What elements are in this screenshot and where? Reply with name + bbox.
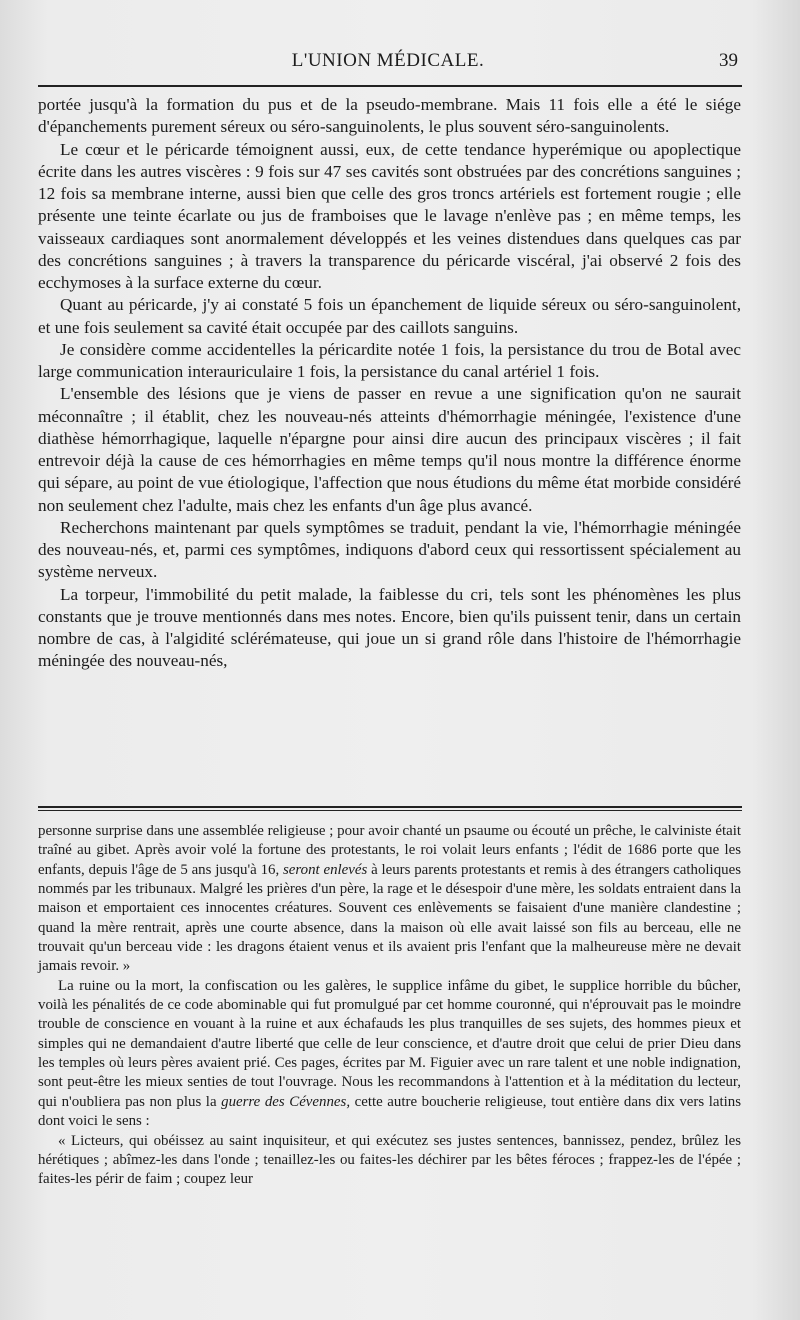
main-paragraph-6: Recherchons maintenant par quels symptômes se traduit, pendant la vie, l'hémorrhagie méningée des nouveau-nés, et, parmi ces symptômes, indiquons d'abord ceux qui ressortissent spécialement au système nerveux. xyxy=(38,517,741,582)
main-paragraph-7: La torpeur, l'immobilité du petit malade, la faiblesse du cri, tels sont les phénomènes les plus constants que je trouve mentionnés dans mes notes. Encore, bien qu'ils puissent tenir, dans un certain nombre de cas, à l'algidité sclérémateuse, qui joue un si grand rôle dans l'histoire de l'hémorrhagie méningée des nouveau-nés, xyxy=(38,584,741,671)
footnote-p1-italic: seront enlevés xyxy=(282,861,368,878)
footnote-p2-italic: guerre des Cévennes, xyxy=(221,1093,351,1110)
footnote-paragraph-1 xyxy=(38,822,741,977)
page-header xyxy=(38,50,738,80)
footnote-text xyxy=(38,822,741,1190)
footnote-paragraph-3: « Licteurs, qui obéissez au saint inquisiteur, et qui exécutez ses justes sentences, bannissez, pendez, brûlez les hérétiques ; abîmez-les dans l'onde ; tenaillez-les ou faites-les déchirer par les bêtes féroces ; frappez-les de l'épée ; faites-les périr de faim ; coupez leur xyxy=(38,1132,741,1188)
page-number: 39 xyxy=(719,50,738,71)
footnote-p2-start: La ruine ou la mort, la confiscation ou les galères, le supplice infâme du gibet, le supplice horrible du bûcher, voilà les pénalités de ce code abominable qui fut promulgué par cet homme couronné, qui n'éprouvait pas le moindre trouble de conscience en vouant à la ruine et aux échafauds les plus tranquilles de ses sujets, des hommes pieux et simples qui ne demandaient d'autre liberté que celle de leur conscience, et d'autre droit que celui de prier Dieu dans les temples où leurs pères avaient prié. Ces pages, écrites par M. Figuier avec un rare talent et une noble indignation, sont peut-être les mieux senties de tout l'ouvrage. Nous les recommandons à l'attention et à la méditation du lecteur, qui n'oubliera pas non plus la xyxy=(38,977,741,1110)
main-paragraph-3: Quant au péricarde, j'y ai constaté 5 fois un épanchement de liquide séreux ou séro-sanguinolent, et une fois seulement sa cavité était occupée par des caillots sanguins. xyxy=(38,295,741,337)
main-paragraph-1: portée jusqu'à la formation du pus et de la pseudo-membrane. Mais 11 fois elle a été le siége d'épanchements purement séreux ou séro-sanguinolents, le plus souvent séro-sanguinolents. xyxy=(38,95,741,137)
footnote-p1-end: à leurs parents protestants et remis à des étrangers catholiques nommés par les tribunaux. Malgré les prières d'un père, la rage et le désespoir d'une mère, les soldats entraient dans la maison et emportaient ces innocentes créatures. Souvent ces enlèvements se faisaient d'une manière clandestine ; quand la mère rentrait, après une courte absence, dans la maison où elle avait laissé son fils au berceau, elle ne trouvait qu'un berceau vide : les dragons étaient venus et ils avaient pris l'enfant que la malheureuse mère ne devait jamais revoir. » xyxy=(38,861,741,975)
footnote-paragraph-2 xyxy=(38,977,741,1132)
main-paragraph-4: Je considère comme accidentelles la péricardite notée 1 fois, la persistance du trou de Botal avec large communication interauriculaire 1 fois, la persistance du canal artériel 1 fois. xyxy=(38,339,741,381)
footnote-p2-end: cette autre boucherie religieuse, tout entière dans dix vers latins dont voici le sens : xyxy=(38,1093,741,1130)
footnote-p1-start: personne surprise dans une assemblée religieuse ; pour avoir chanté un psaume ou écouté un prêche, le calviniste était traîné au gibet. Après avoir volé la fortune des protestants, le roi volait leurs enfants ; l'édit de 1686 porte que les enfants, depuis l'âge de 5 ans jusqu'à 16, xyxy=(38,823,741,878)
main-paragraph-5: L'ensemble des lésions que je viens de passer en revue a une signification qu'on ne saurait méconnaître ; il établit, chez les nouveau-nés atteints d'hémorrhagie méningée, l'existence d'une diathèse hémorrhagique, laquelle n'épargne pour ainsi dire aucun des principaux viscères ; il fait entrevoir déjà la cause de ces hémorrhagies en même temps qu'il nous montre la différence énorme qui sépare, au point de vue étiologique, l'affection que nous étudions du même état morbide considéré non seulement chez l'adulte, mais chez les enfants d'un âge plus avancé. xyxy=(38,384,741,515)
header-rule xyxy=(38,85,742,87)
running-title: L'UNION MÉDICALE. xyxy=(291,50,485,71)
main-paragraph-2: Le cœur et le péricarde témoignent aussi, eux, de cette tendance hyperémique ou apoplectique écrite dans les autres viscères : 9 fois sur 47 ses cavités sont obstruées par des concrétions sanguines ; 12 fois sa membrane interne, aussi bien que celle des gros troncs artériels est fortement rougie ; elle présente une teinte écarlate ou jus de framboises que le lavage n'enlève pas ; en même temps, les vaisseaux cardiaques sont anormalement développés et les veines distendues dans quelques cas par des concrétions sanguines ; à travers la transparence du péricarde viscéral, j'ai observé 2 fois des ecchymoses à la surface externe du cœur. xyxy=(38,139,741,292)
main-text xyxy=(38,94,741,673)
footnote-separator-rule xyxy=(38,806,742,811)
